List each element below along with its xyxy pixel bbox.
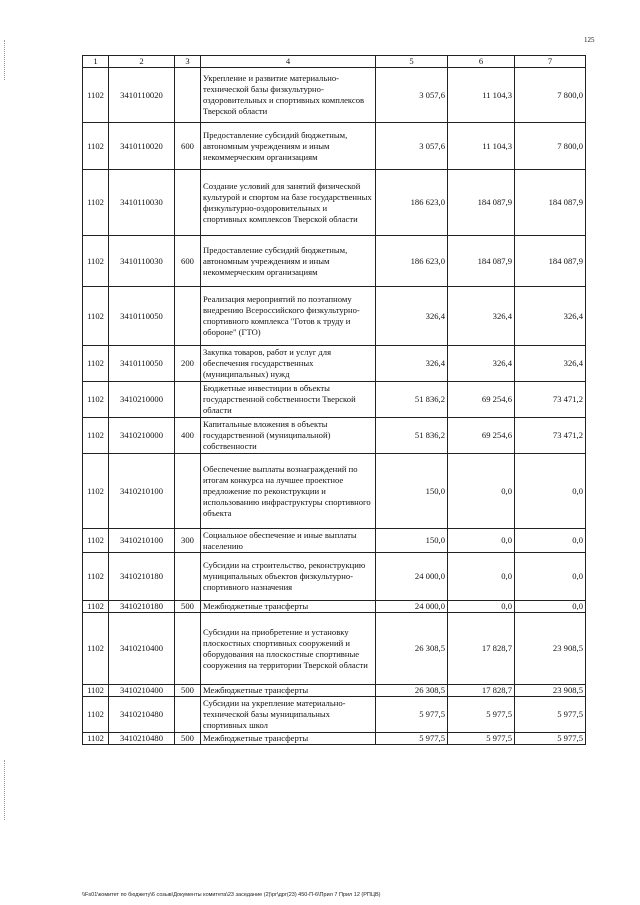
amount-col7: 0,0 bbox=[515, 529, 586, 553]
item-name: Укрепление и развитие материально-технической базы физкультурно-оздоровительных и спортивных комплексов Тверской области bbox=[201, 68, 376, 123]
budget-table bbox=[82, 55, 586, 745]
section-code: 1102 bbox=[83, 613, 109, 685]
target-article-code: 3410210180 bbox=[109, 601, 175, 613]
expense-type-code: 200 bbox=[175, 346, 201, 382]
amount-col7: 184 087,9 bbox=[515, 236, 586, 287]
table-row bbox=[83, 418, 586, 454]
expense-type-code bbox=[175, 697, 201, 733]
amount-col7: 326,4 bbox=[515, 346, 586, 382]
section-code: 1102 bbox=[83, 346, 109, 382]
margin-marks-bottom bbox=[4, 760, 6, 820]
amount-col6: 0,0 bbox=[448, 601, 515, 613]
item-name: Реализация мероприятий по поэтапному внедрению Всероссийского физкультурно-спортивного комплекса "Готов к труду и обороне" (ГТО) bbox=[201, 287, 376, 346]
amount-col5: 51 836,2 bbox=[376, 418, 448, 454]
item-name: Капитальные вложения в объекты государственной (муниципальной) собственности bbox=[201, 418, 376, 454]
amount-col5: 24 000,0 bbox=[376, 601, 448, 613]
item-name: Закупка товаров, работ и услуг для обеспечения государственных (муниципальных) нужд bbox=[201, 346, 376, 382]
table-row bbox=[83, 346, 586, 382]
expense-type-code bbox=[175, 170, 201, 236]
amount-col6: 5 977,5 bbox=[448, 697, 515, 733]
target-article-code: 3410110050 bbox=[109, 346, 175, 382]
amount-col6: 326,4 bbox=[448, 346, 515, 382]
table-row bbox=[83, 68, 586, 123]
amount-col5: 186 623,0 bbox=[376, 170, 448, 236]
amount-col7: 23 908,5 bbox=[515, 613, 586, 685]
section-code: 1102 bbox=[83, 529, 109, 553]
amount-col7: 5 977,5 bbox=[515, 697, 586, 733]
amount-col5: 3 057,6 bbox=[376, 68, 448, 123]
amount-col6: 17 828,7 bbox=[448, 685, 515, 697]
target-article-code: 3410210000 bbox=[109, 382, 175, 418]
item-name: Бюджетные инвестиции в объекты государственной собственности Тверской области bbox=[201, 382, 376, 418]
table-row bbox=[83, 454, 586, 529]
expense-type-code bbox=[175, 382, 201, 418]
target-article-code: 3410110020 bbox=[109, 68, 175, 123]
item-name: Межбюджетные трансферты bbox=[201, 733, 376, 745]
amount-col5: 3 057,6 bbox=[376, 123, 448, 170]
expense-type-code: 500 bbox=[175, 685, 201, 697]
column-header: 7 bbox=[515, 56, 586, 68]
section-code: 1102 bbox=[83, 685, 109, 697]
section-code: 1102 bbox=[83, 553, 109, 601]
section-code: 1102 bbox=[83, 418, 109, 454]
table-row bbox=[83, 697, 586, 733]
target-article-code: 3410210000 bbox=[109, 418, 175, 454]
amount-col5: 51 836,2 bbox=[376, 382, 448, 418]
table-row bbox=[83, 287, 586, 346]
amount-col7: 0,0 bbox=[515, 553, 586, 601]
target-article-code: 3410210100 bbox=[109, 529, 175, 553]
amount-col6: 0,0 bbox=[448, 454, 515, 529]
table-row bbox=[83, 733, 586, 745]
amount-col5: 186 623,0 bbox=[376, 236, 448, 287]
section-code: 1102 bbox=[83, 123, 109, 170]
table-row bbox=[83, 601, 586, 613]
item-name: Субсидии на строительство, реконструкцию муниципальных объектов физкультурно-спортивного назначения bbox=[201, 553, 376, 601]
amount-col7: 23 908,5 bbox=[515, 685, 586, 697]
table-row bbox=[83, 685, 586, 697]
column-header-row bbox=[83, 56, 586, 68]
page-number: 125 bbox=[584, 36, 595, 44]
section-code: 1102 bbox=[83, 697, 109, 733]
amount-col5: 26 308,5 bbox=[376, 685, 448, 697]
amount-col7: 184 087,9 bbox=[515, 170, 586, 236]
expense-type-code: 400 bbox=[175, 418, 201, 454]
expense-type-code bbox=[175, 613, 201, 685]
expense-type-code: 300 bbox=[175, 529, 201, 553]
amount-col5: 26 308,5 bbox=[376, 613, 448, 685]
target-article-code: 3410210180 bbox=[109, 553, 175, 601]
expense-type-code: 500 bbox=[175, 601, 201, 613]
target-article-code: 3410210480 bbox=[109, 733, 175, 745]
expense-type-code bbox=[175, 287, 201, 346]
column-header: 6 bbox=[448, 56, 515, 68]
amount-col6: 17 828,7 bbox=[448, 613, 515, 685]
amount-col7: 7 800,0 bbox=[515, 123, 586, 170]
column-header: 4 bbox=[201, 56, 376, 68]
table-row bbox=[83, 123, 586, 170]
item-name: Предоставление субсидий бюджетным, автономным учреждениям и иным некоммерческим организациям bbox=[201, 236, 376, 287]
target-article-code: 3410110030 bbox=[109, 170, 175, 236]
table-row bbox=[83, 236, 586, 287]
section-code: 1102 bbox=[83, 382, 109, 418]
table-row bbox=[83, 170, 586, 236]
item-name: Межбюджетные трансферты bbox=[201, 685, 376, 697]
item-name: Межбюджетные трансферты bbox=[201, 601, 376, 613]
amount-col6: 11 104,3 bbox=[448, 123, 515, 170]
amount-col6: 326,4 bbox=[448, 287, 515, 346]
item-name: Обеспечение выплаты вознаграждений по итогам конкурса на лучшее проектное предложение по реконструкции и использованию инфраструктуры спортивного объекта bbox=[201, 454, 376, 529]
section-code: 1102 bbox=[83, 68, 109, 123]
expense-type-code: 500 bbox=[175, 733, 201, 745]
target-article-code: 3410110030 bbox=[109, 236, 175, 287]
amount-col5: 150,0 bbox=[376, 454, 448, 529]
target-article-code: 3410210100 bbox=[109, 454, 175, 529]
amount-col6: 5 977,5 bbox=[448, 733, 515, 745]
target-article-code: 3410210400 bbox=[109, 685, 175, 697]
column-header: 3 bbox=[175, 56, 201, 68]
amount-col5: 5 977,5 bbox=[376, 733, 448, 745]
amount-col6: 11 104,3 bbox=[448, 68, 515, 123]
expense-type-code: 600 bbox=[175, 236, 201, 287]
section-code: 1102 bbox=[83, 733, 109, 745]
amount-col7: 73 471,2 bbox=[515, 418, 586, 454]
column-header: 2 bbox=[109, 56, 175, 68]
amount-col7: 326,4 bbox=[515, 287, 586, 346]
expense-type-code bbox=[175, 454, 201, 529]
amount-col5: 24 000,0 bbox=[376, 553, 448, 601]
amount-col6: 69 254,6 bbox=[448, 418, 515, 454]
table-row bbox=[83, 553, 586, 601]
section-code: 1102 bbox=[83, 601, 109, 613]
file-path-footer: \\Fs01\комитет по бюджету\6 созыв\Документы комитета\23 заседание (2)\рг\дрг(23) 450-П-6\Прил 7 Прил 12 (РПЦВ) bbox=[82, 892, 381, 898]
expense-type-code bbox=[175, 553, 201, 601]
table-row bbox=[83, 529, 586, 553]
amount-col6: 0,0 bbox=[448, 529, 515, 553]
column-header: 1 bbox=[83, 56, 109, 68]
amount-col7: 0,0 bbox=[515, 454, 586, 529]
amount-col7: 73 471,2 bbox=[515, 382, 586, 418]
column-header: 5 bbox=[376, 56, 448, 68]
table-row bbox=[83, 613, 586, 685]
target-article-code: 3410110050 bbox=[109, 287, 175, 346]
item-name: Субсидии на приобретение и установку плоскостных спортивных сооружений и оборудования на плоскостные спортивные сооружения на территории Тверской области bbox=[201, 613, 376, 685]
amount-col5: 150,0 bbox=[376, 529, 448, 553]
target-article-code: 3410210400 bbox=[109, 613, 175, 685]
section-code: 1102 bbox=[83, 236, 109, 287]
item-name: Субсидии на укрепление материально-технической базы муниципальных спортивных школ bbox=[201, 697, 376, 733]
amount-col7: 5 977,5 bbox=[515, 733, 586, 745]
table-row bbox=[83, 382, 586, 418]
target-article-code: 3410210480 bbox=[109, 697, 175, 733]
margin-marks-top bbox=[4, 40, 6, 80]
item-name: Социальное обеспечение и иные выплаты населению bbox=[201, 529, 376, 553]
amount-col6: 0,0 bbox=[448, 553, 515, 601]
amount-col6: 184 087,9 bbox=[448, 236, 515, 287]
amount-col5: 326,4 bbox=[376, 287, 448, 346]
item-name: Предоставление субсидий бюджетным, автономным учреждениям и иным некоммерческим организациям bbox=[201, 123, 376, 170]
amount-col7: 7 800,0 bbox=[515, 68, 586, 123]
expense-type-code: 600 bbox=[175, 123, 201, 170]
item-name: Создание условий для занятий физической культурой и спортом на базе государственных физкультурно-оздоровительных и спортивных комплексов Тверской области bbox=[201, 170, 376, 236]
amount-col6: 184 087,9 bbox=[448, 170, 515, 236]
section-code: 1102 bbox=[83, 170, 109, 236]
amount-col5: 326,4 bbox=[376, 346, 448, 382]
amount-col7: 0,0 bbox=[515, 601, 586, 613]
section-code: 1102 bbox=[83, 287, 109, 346]
section-code: 1102 bbox=[83, 454, 109, 529]
expense-type-code bbox=[175, 68, 201, 123]
target-article-code: 3410110020 bbox=[109, 123, 175, 170]
amount-col6: 69 254,6 bbox=[448, 382, 515, 418]
amount-col5: 5 977,5 bbox=[376, 697, 448, 733]
